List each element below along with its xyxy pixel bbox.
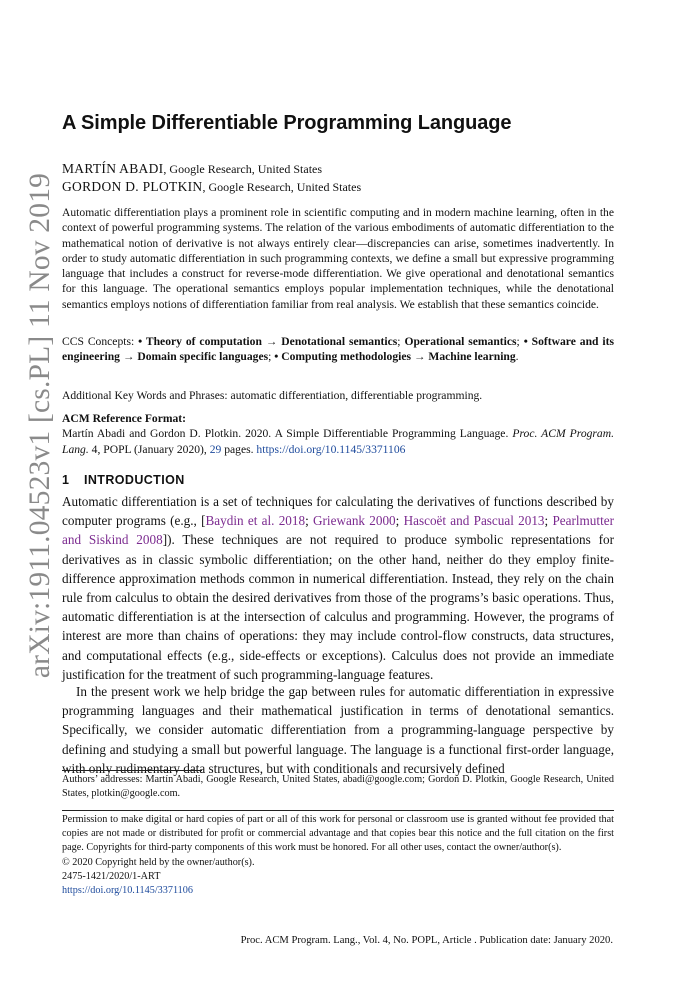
- section-title: INTRODUCTION: [84, 473, 185, 487]
- citation-link[interactable]: Baydin et al. 2018: [205, 513, 306, 529]
- pages-link[interactable]: 29: [209, 442, 222, 456]
- reference-volume: 4, POPL (January 2020),: [88, 442, 210, 456]
- ccs-separator: ;: [516, 335, 524, 348]
- citation-link[interactable]: Pearlmutter and Siskind 2008: [62, 513, 614, 548]
- footnote-divider: [62, 770, 202, 771]
- ccs-label: CCS Concepts:: [62, 335, 139, 348]
- paragraph-text: ]). These techniques are not required to produce symbolic representations for derivatives as in classic symbolic differentiation; on the other hand, neither do they employ finite-difference approximation methods common in numerical differentiation. Instead, they rely on the chain rule from calculus to obtain the desired derivatives from those of the programs’s basic operations. Thus, automatic differentiation is at the intersection of calculus and programming. However, the programs of interest are more than chains of operations: they may include control-flow constructs, data structures, and computational effects (e.g., side-effects or exceptions). Calculus does not provide an immediate justification for the treatment of such programming-language features.: [62, 532, 614, 682]
- paragraph-text: Automatic differentiation is a set of techniques for calculating the derivatives of functions described by computer programs (e.g., [: [62, 494, 614, 529]
- intro-paragraph: [62, 492, 614, 684]
- reference-pages-suffix: pages.: [221, 442, 257, 456]
- ccs-separator: ;: [268, 350, 275, 364]
- ccs-term: Operational semantics: [404, 335, 517, 348]
- keywords: Additional Key Words and Phrases: automatic differentiation, differentiable programming.: [62, 389, 483, 402]
- permission-text: Permission to make digital or hard copies of part or all of this work for personal or classroom use is granted without fee provided that copies are not made or distributed for profit or commercial advantage and that copies bear this notice and the full citation on the first page. Copyrights for third-party components of this work must be honored. For all other uses, contact the owner/author(s).: [62, 814, 614, 854]
- author-affiliation: , Google Research, United States: [163, 162, 323, 176]
- reference-venue: Proc. ACM Program. Lang.: [62, 427, 614, 456]
- author-affiliation: , Google Research, United States: [202, 180, 362, 194]
- author-line: [62, 178, 614, 196]
- ccs-bullet: •: [523, 335, 532, 348]
- section-number: 1: [62, 473, 70, 487]
- doi-link[interactable]: https://doi.org/10.1145/3371106: [256, 442, 406, 456]
- ccs-term: Theory of computation → Denotational semantics: [145, 335, 398, 348]
- section-heading: [62, 473, 614, 487]
- ccs-term: Computing methodologies → Machine learning: [281, 350, 516, 364]
- citation-link[interactable]: Griewank 2000: [313, 513, 396, 529]
- abstract: Automatic differentiation plays a prominent role in scientific computing and in modern machine learning, often in the context of powerful programming systems. The relation of the various embodiments of automatic differentiation to the mathematical notion of derivative is not always entirely clear—discrepancies can arise, sometimes inadvertently. In order to study automatic differentiation in such programming contexts, we define a small but expressive programming language that includes a construct for reverse-mode differentiation. We give operational and denotational semantics for this language. The operational semantics employs popular implementation techniques, while the denotational semantics employs notions of differentiation familiar from real analysis. We establish that these semantics coincide.: [62, 206, 614, 311]
- ccs-separator: ;: [397, 335, 405, 348]
- citation-link[interactable]: Hascoët and Pascual 2013: [403, 513, 545, 529]
- author-name: MARTÍN ABADI: [62, 161, 164, 176]
- acm-reference-text: [62, 426, 614, 457]
- ccs-bullet: •: [138, 335, 146, 348]
- permission-notice: [62, 813, 614, 898]
- doi-footer-link[interactable]: https://doi.org/10.1145/3371106: [62, 885, 193, 897]
- acm-reference: [62, 411, 614, 457]
- citation-separator: ;: [395, 513, 404, 529]
- ccs-term: Software and its engineering → Domain specific languages: [62, 335, 614, 364]
- author-addresses: Authors’ addresses: Martín Abadi, Google Research, United States, abadi@google.com; Gordon D. Plotkin, Google Research, United States, plotkin@google.com.: [62, 774, 614, 799]
- citation-separator: ;: [305, 513, 314, 529]
- author-name: GORDON D. PLOTKIN: [62, 179, 203, 194]
- author-line: [62, 160, 614, 178]
- permission-divider: [62, 810, 614, 811]
- ccs-bullet: •: [274, 350, 282, 364]
- arxiv-stamp: [19, 165, 63, 685]
- arxiv-id-text: arXiv:1911.04523v1 [cs.PL] 11 Nov 2019: [24, 172, 57, 678]
- page-footer: Proc. ACM Program. Lang., Vol. 4, No. POPL, Article . Publication date: January 2020.: [240, 935, 613, 946]
- reference-citation: Martín Abadi and Gordon D. Plotkin. 2020. A Simple Differentiable Programming Language.: [62, 427, 513, 441]
- author-list: [62, 160, 614, 196]
- acm-reference-heading: ACM Reference Format:: [62, 412, 187, 425]
- ccs-concepts: [62, 334, 614, 365]
- copyright-line: © 2020 Copyright held by the owner/author(s).: [62, 856, 255, 868]
- citation-separator: ;: [544, 513, 553, 529]
- ccs-end: .: [515, 350, 519, 364]
- issn-line: 2475-1421/2020/1-ART: [62, 870, 161, 882]
- paper-title: A Simple Differentiable Programming Language: [62, 112, 512, 134]
- intro-paragraph: In the present work we help bridge the gap between rules for automatic differentiation in expressive programming languages and their mathematical justification in terms of denotational semantics. Specifically, we consider automatic differentiation from a programming-language perspective by defining and studying a small but powerful language. The language is a functional first-order language, with only rudimentary data structures, but with conditionals and recursively defined: [62, 684, 614, 776]
